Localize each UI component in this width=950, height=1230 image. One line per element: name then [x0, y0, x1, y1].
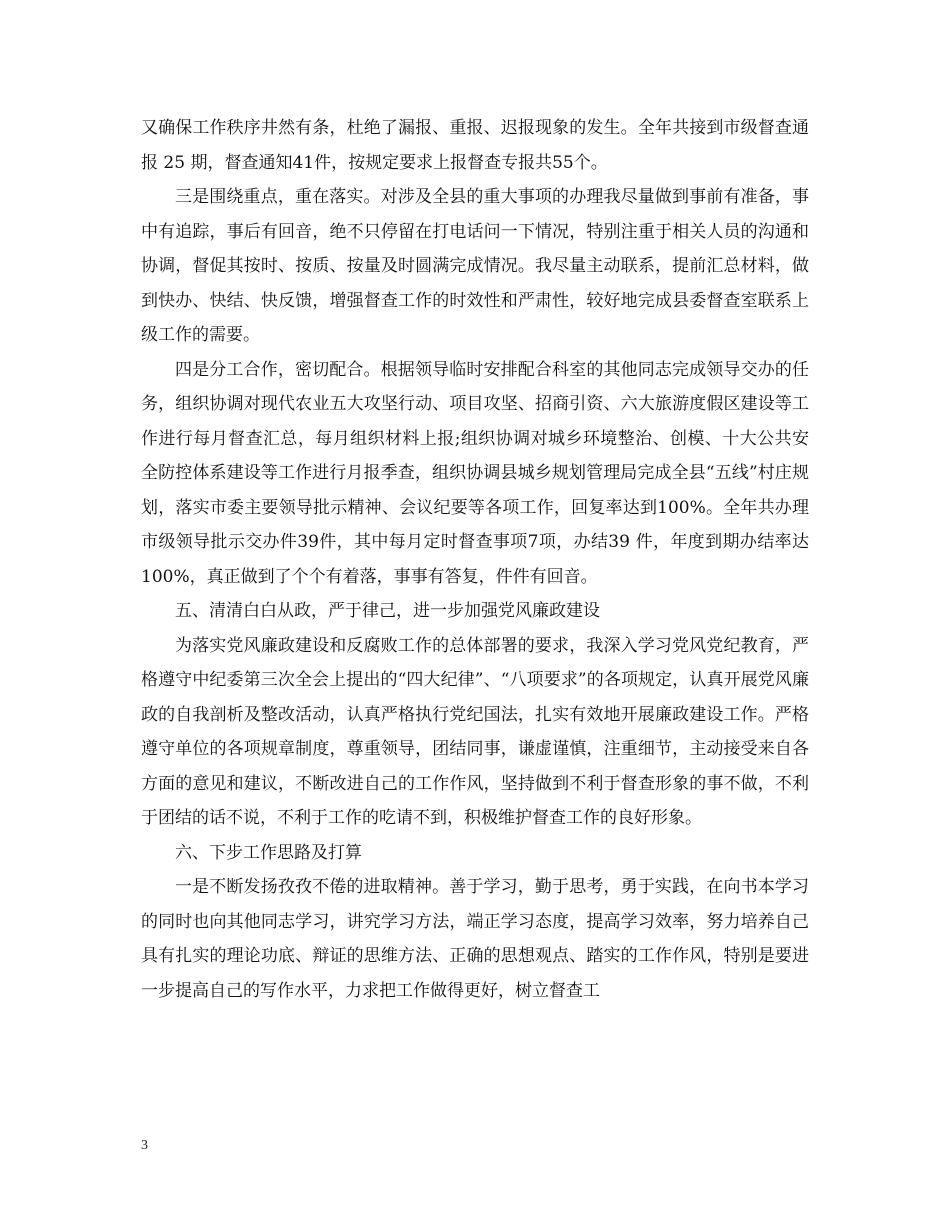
paragraph-continuation: 又确保工作秩序井然有条，杜绝了漏报、重报、迟报现象的发生。全年共接到市级督查通报 25 期，督查通知41件，按规定要求上报督查专报共55个。 [141, 118, 809, 173]
paragraph-item-four: 四是分工合作，密切配合。根据领导临时安排配合科室的其他同志完成领导交办的任务，组织协调对现代农业五大攻坚行动、项目攻坚、招商引资、六大旅游度假区建设等工作进行每月督查汇总，每月组织材料上报;组织协调对城乡环境整治、创模、十大公共安全防控体系建设等工作进行月报季查，组织协调县城乡规划管理局完成全县“五线”村庄规划，落实市委主要领导批示精神、会议纪要等各项工作，回复率达到100%。全年共办理市级领导批示交办件39件，其中每月定时督查事项7项，办结39 件，年度到期办结率达100%，真正做到了个个有着落，事事有答复，件件有回音。 [141, 359, 809, 587]
page-number: 3 [141, 1138, 148, 1153]
paragraph-item-three: 三是围绕重点，重在落实。对涉及全县的重大事项的办理我尽量做到事前有准备，事中有追踪，事后有回音，绝不只停留在打电话问一下情况，特别注重于相关人员的沟通和协调，督促其按时、按质、按量及时圆满完成情况。我尽量主动联系，提前汇总材料，做到快办、快结、快反馈，增强督查工作的时效性和严肃性，较好地完成县委督查室联系上级工作的需要。 [141, 187, 809, 345]
section-heading-five: 五、清清白白从政，严于律己，进一步加强党风廉政建设 [175, 601, 600, 621]
paragraph-plan-one: 一是不断发扬孜孜不倦的进取精神。善于学习，勤于思考，勇于实践，在向书本学习的同时也向其他同志学习，讲究学习方法，端正学习态度，提高学习效率，努力培养自己具有扎实的理论功底、辩证的思维方法、正确的思想观点、踏实的工作作风，特别是要进一步提高自己的写作水平，力求把工作做得更好，树立督查工 [141, 877, 809, 1001]
section-heading-six: 六、下步工作思路及打算 [175, 842, 362, 863]
document-body [141, 111, 809, 1008]
paragraph-integrity: 为落实党风廉政建设和反腐败工作的总体部署的要求，我深入学习党风党纪教育，严格遵守中纪委第三次全会上提出的“四大纪律”、“八项要求”的各项规定，认真开展党风廉政的自我剖析及整改活动，认真严格执行党纪国法，扎实有效地开展廉政建设工作。严格遵守单位的各项规章制度，尊重领导，团结同事，谦虚谨慎，注重细节，主动接受来自各方面的意见和建议，不断改进自己的工作作风，坚持做到不利于督查形象的事不做，不利于团结的话不说，不利于工作的吃请不到，积极维护督查工作的良好形象。 [141, 635, 809, 828]
